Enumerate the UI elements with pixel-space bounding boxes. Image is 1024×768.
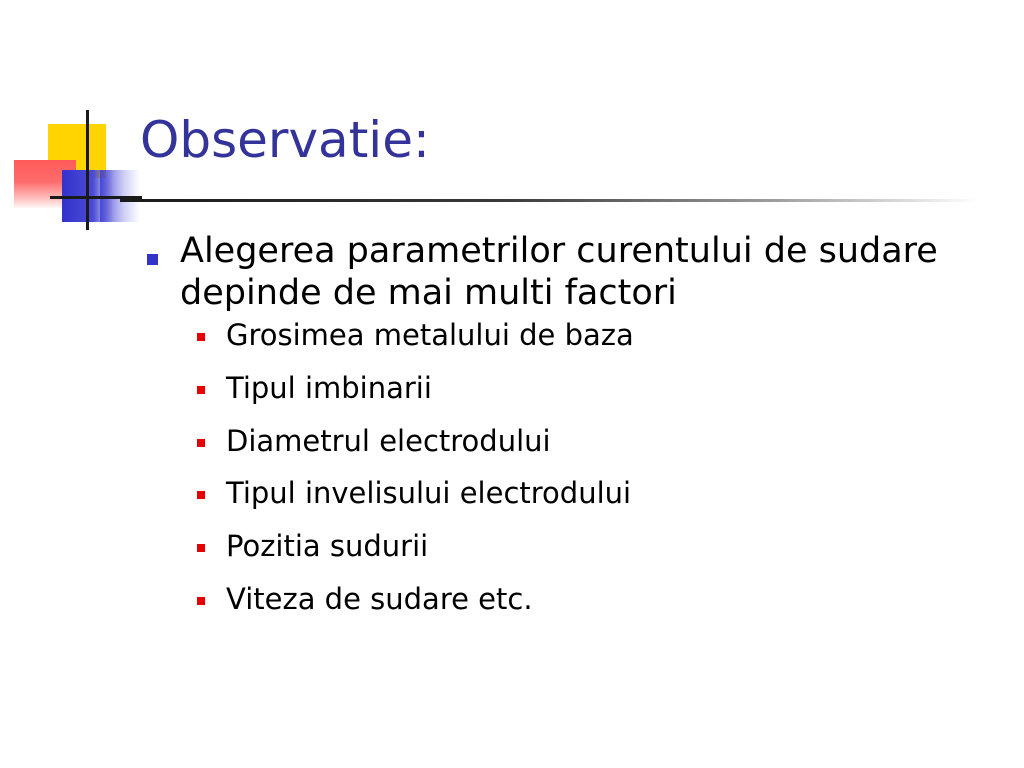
sub-bullet-list xyxy=(140,318,980,617)
sub-bullet-text: Tipul invelisului electrodului xyxy=(226,476,632,511)
square-bullet-icon xyxy=(147,254,158,265)
red-square-bullet-icon xyxy=(197,439,205,447)
logo-vertical-line xyxy=(86,110,89,230)
red-square-bullet-icon xyxy=(197,386,205,394)
red-square-bullet-icon xyxy=(197,597,205,605)
slide-title: Observatie: xyxy=(140,111,430,169)
sub-bullet-item xyxy=(140,318,980,353)
sub-bullet-text: Pozitia sudurii xyxy=(226,529,429,564)
sub-bullet-item xyxy=(140,424,980,459)
sub-bullet-item xyxy=(140,582,980,617)
sub-bullet-text: Diametrul electrodului xyxy=(226,423,551,458)
title-divider xyxy=(120,199,980,202)
bullet-text: Alegerea parametrilor curentului de sudare depinde de mai multi factori xyxy=(180,231,938,313)
sub-bullet-item xyxy=(140,371,980,406)
red-square-bullet-icon xyxy=(197,544,205,552)
sub-bullet-item xyxy=(140,476,980,511)
sub-bullet-text: Viteza de sudare etc. xyxy=(226,581,533,616)
sub-bullet-item xyxy=(140,529,980,564)
sub-bullet-text: Tipul imbinarii xyxy=(226,370,432,405)
red-square-bullet-icon xyxy=(197,333,205,341)
red-square-bullet-icon xyxy=(197,491,205,499)
bullet-level1 xyxy=(140,230,980,314)
slide-content xyxy=(140,230,980,635)
sub-bullet-text: Grosimea metalului de baza xyxy=(226,318,634,352)
